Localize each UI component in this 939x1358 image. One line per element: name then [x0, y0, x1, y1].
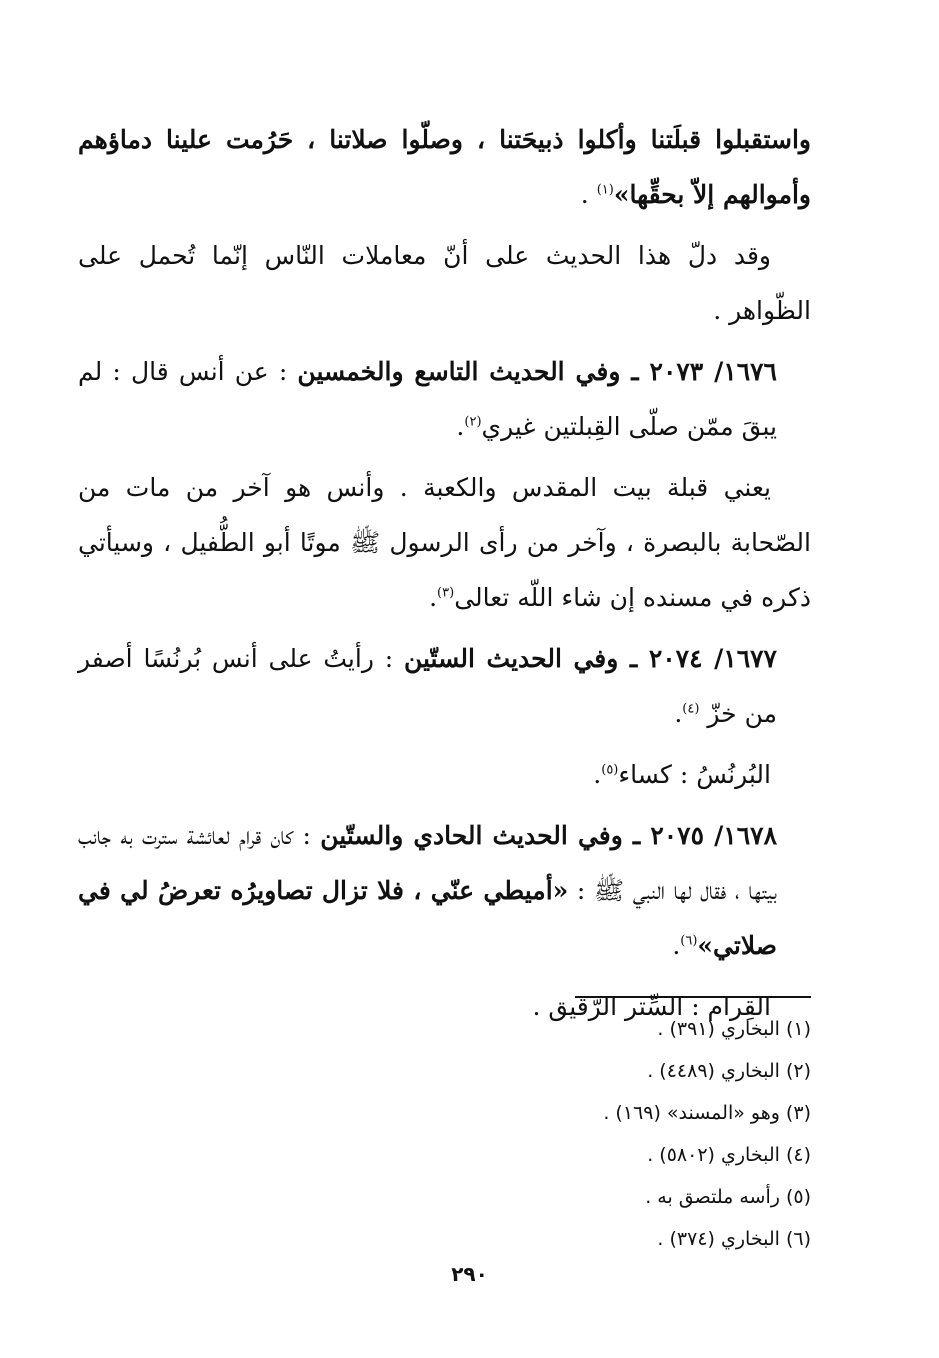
hadith-heading: ١٦٧٨/ ٢٠٧٥ ـ وفي الحديث الحادي والستّين	[320, 821, 777, 850]
punctuation: .	[672, 931, 681, 960]
hadith-quote: «أميطي عنّي ، فلا تزال تصاويرُه تعرضُ لي في صلاتي»	[78, 876, 777, 960]
punctuation: .	[593, 760, 602, 789]
footnote-ref-5[interactable]: (٥)	[601, 762, 619, 778]
hadith-heading: ١٦٧٦/ ٢٠٧٣ ـ وفي الحديث التاسع والخمسين	[297, 357, 777, 386]
hadith-text: واستقبلوا قبلَتنا وأكلوا ذبيحَتنا ، وصلّوا صلاتنا ، حَرُمت علينا دماؤهم وأموالهم إلاّ بحقِّها»	[78, 125, 811, 209]
paragraph-definition-burnus	[78, 747, 811, 802]
punctuation: .	[674, 699, 683, 728]
paragraph-hadith-61	[78, 808, 811, 973]
paragraph-commentary-2	[78, 460, 811, 625]
punctuation: .	[456, 412, 465, 441]
hadith-heading: ١٦٧٧/ ٢٠٧٤ ـ وفي الحديث الستّين	[403, 644, 777, 673]
hadith-text: : رأيتُ على أنس بُرنُسًا أصفر من خزّ	[78, 644, 777, 728]
punctuation: .	[580, 180, 597, 209]
hadith-text: : عن أنس قال : لم يبقَ ممّن صلّى القِبلتين غيري	[78, 357, 777, 441]
definition-text: القِرام : السِّتر الرّقيق .	[532, 992, 771, 1021]
footnote-1: (١) البخاري (٣٩١) .	[657, 1018, 811, 1040]
footnote-ref-6[interactable]: (٦)	[680, 933, 698, 949]
footnote-2: (٢) البخاري (٤٤٨٩) .	[647, 1060, 811, 1082]
page-body	[78, 112, 811, 1034]
footnote-divider	[575, 996, 811, 998]
footnote-ref-3[interactable]: (٣)	[437, 585, 455, 601]
page-number: ٢٩٠	[451, 1262, 488, 1286]
paragraph-hadith-59	[78, 344, 811, 454]
footnote-4: (٤) البخاري (٥٨٠٢) .	[647, 1144, 811, 1166]
footnote-5: (٥) رأسه ملتصق به .	[645, 1186, 811, 1208]
footnote-ref-1[interactable]: (١)	[596, 182, 614, 198]
hadith-text: : كان قرام لعائشة سترت به جانب بيتها ، فقال لها النبي ﷺ :	[78, 821, 777, 905]
paragraph-hadith-60	[78, 631, 811, 741]
footnotes	[603, 1008, 811, 1260]
commentary-text: وقد دلّ هذا الحديث على أنّ معاملات النّاس إنّما تُحمل على الظّواهر .	[78, 241, 811, 325]
footnote-ref-2[interactable]: (٢)	[464, 414, 482, 430]
definition-text: البُرنُسُ : كساء	[618, 760, 771, 789]
paragraph-hadith-end	[78, 112, 811, 222]
paragraph-commentary-1	[78, 228, 811, 338]
footnote-6: (٦) البخاري (٣٧٤) .	[657, 1228, 811, 1250]
punctuation: .	[429, 583, 438, 612]
commentary-text: يعني قبلة بيت المقدس والكعبة . وأنس هو آخر من مات من الصّحابة بالبصرة ، وآخر من رأى الرسول ﷺ موتًا أبو الطُّفيل ، وسيأتي ذكره في مسنده إن شاء اللّه تعالى	[78, 473, 811, 612]
footnote-ref-4[interactable]: (٤)	[682, 701, 700, 717]
footnote-3: (٣) وهو «المسند» (١٦٩) .	[603, 1102, 811, 1124]
